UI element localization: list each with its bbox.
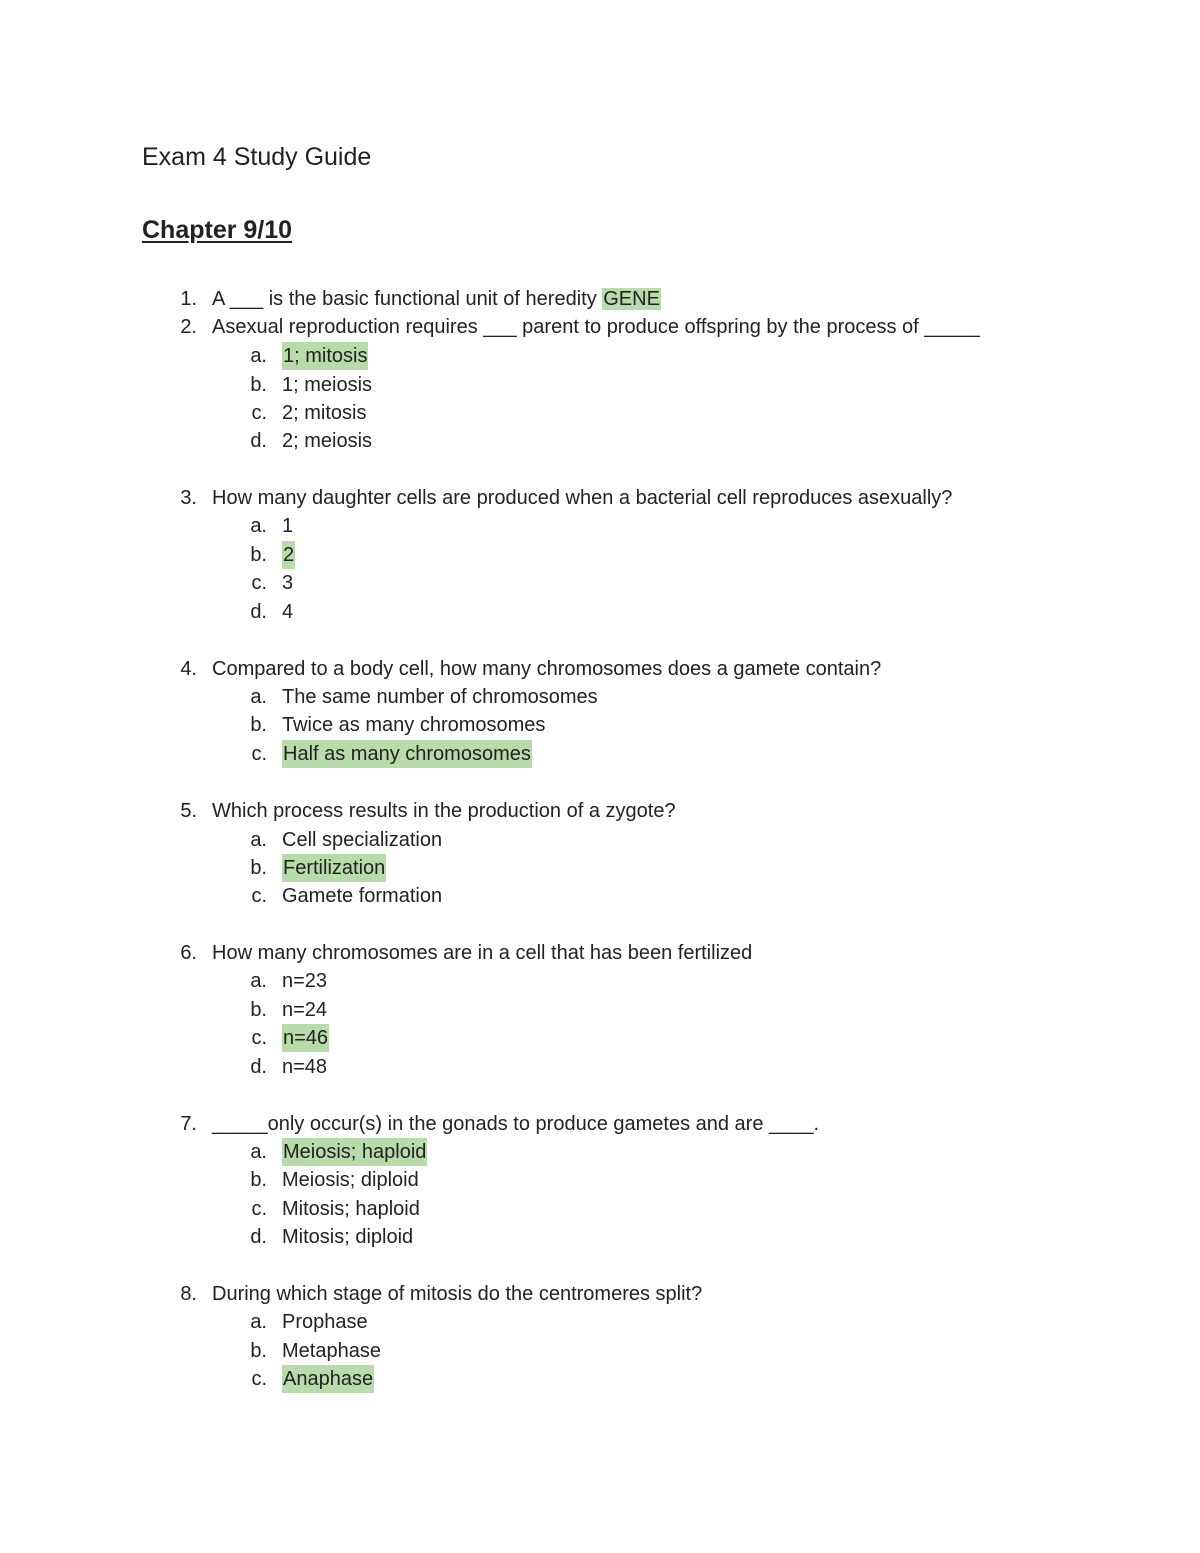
option-text: 1: [282, 515, 294, 537]
option-text-correct: Fertilization: [282, 854, 386, 882]
option-text: Twice as many chromosomes: [282, 714, 546, 736]
question-stem: A ___ is the basic functional unit of heredity: [212, 288, 603, 310]
option-text: n=48: [282, 1056, 328, 1078]
option-letter: c.: [251, 743, 267, 765]
option-text: The same number of chromosomes: [282, 686, 598, 708]
document-title: Exam 4 Study Guide: [142, 143, 372, 171]
option-text-correct: 2: [282, 541, 295, 569]
option-text: 2; meiosis: [282, 430, 373, 452]
question-number: 2.: [180, 316, 197, 338]
option-text-correct: 1; mitosis: [282, 342, 368, 370]
option-text: Mitosis; diploid: [282, 1226, 414, 1248]
option-letter: b.: [250, 544, 267, 566]
option-letter: b.: [250, 857, 267, 879]
option-letter: a.: [250, 345, 267, 367]
option-letter: c.: [251, 572, 267, 594]
question-number: 1.: [180, 288, 197, 310]
option-letter: d.: [250, 1056, 267, 1078]
option-letter: d.: [250, 430, 267, 452]
question-number: 5.: [180, 800, 197, 822]
option-text: Metaphase: [282, 1340, 381, 1362]
question-number: 4.: [180, 658, 197, 680]
question-text: Asexual reproduction requires ___ parent to produce offspring by the process of _____: [212, 316, 980, 338]
option-text: Meiosis; diploid: [282, 1169, 419, 1191]
option-letter: c.: [251, 885, 267, 907]
option-letter: a.: [250, 829, 267, 851]
option-text: Prophase: [282, 1311, 368, 1333]
option-text: 3: [282, 572, 294, 594]
option-letter: d.: [250, 601, 267, 623]
option-letter: b.: [250, 999, 267, 1021]
option-letter: a.: [250, 686, 267, 708]
option-letter: c.: [251, 1368, 267, 1390]
option-text: n=24: [282, 999, 328, 1021]
option-letter: a.: [250, 1141, 267, 1163]
question-text: _____only occur(s) in the gonads to produce gametes and are ____.: [212, 1113, 820, 1135]
option-text: Gamete formation: [282, 885, 443, 907]
option-text: Mitosis; haploid: [282, 1198, 420, 1220]
question-number: 7.: [180, 1113, 197, 1135]
option-text: Cell specialization: [282, 829, 443, 851]
question-number: 8.: [180, 1283, 197, 1305]
option-letter: c.: [251, 1198, 267, 1220]
question-text: Compared to a body cell, how many chromosomes does a gamete contain?: [212, 658, 882, 680]
option-text: n=23: [282, 970, 328, 992]
question-text: [212, 285, 661, 313]
question-number: 3.: [180, 487, 197, 509]
option-text-correct: Anaphase: [282, 1365, 374, 1393]
option-text-correct: Meiosis; haploid: [282, 1138, 427, 1166]
question-text: Which process results in the production of a zygote?: [212, 800, 676, 822]
option-text: 4: [282, 601, 294, 623]
option-text-correct: Half as many chromosomes: [282, 740, 532, 768]
option-text: 2; mitosis: [282, 402, 367, 424]
question-number: 6.: [180, 942, 197, 964]
chapter-heading: Chapter 9/10: [142, 216, 293, 244]
option-letter: a.: [250, 515, 267, 537]
option-letter: b.: [250, 374, 267, 396]
question-text: During which stage of mitosis do the centromeres split?: [212, 1283, 703, 1305]
option-text-correct: n=46: [282, 1024, 329, 1052]
question-text: How many chromosomes are in a cell that has been fertilized: [212, 942, 753, 964]
question-text: How many daughter cells are produced when a bacterial cell reproduces asexually?: [212, 487, 953, 509]
option-text: 1; meiosis: [282, 374, 373, 396]
highlighted-answer: GENE: [603, 288, 660, 310]
option-letter: c.: [251, 402, 267, 424]
option-letter: b.: [250, 714, 267, 736]
option-letter: b.: [250, 1169, 267, 1191]
option-letter: b.: [250, 1340, 267, 1362]
option-letter: c.: [251, 1027, 267, 1049]
option-letter: a.: [250, 970, 267, 992]
option-letter: a.: [250, 1311, 267, 1333]
option-letter: d.: [250, 1226, 267, 1248]
